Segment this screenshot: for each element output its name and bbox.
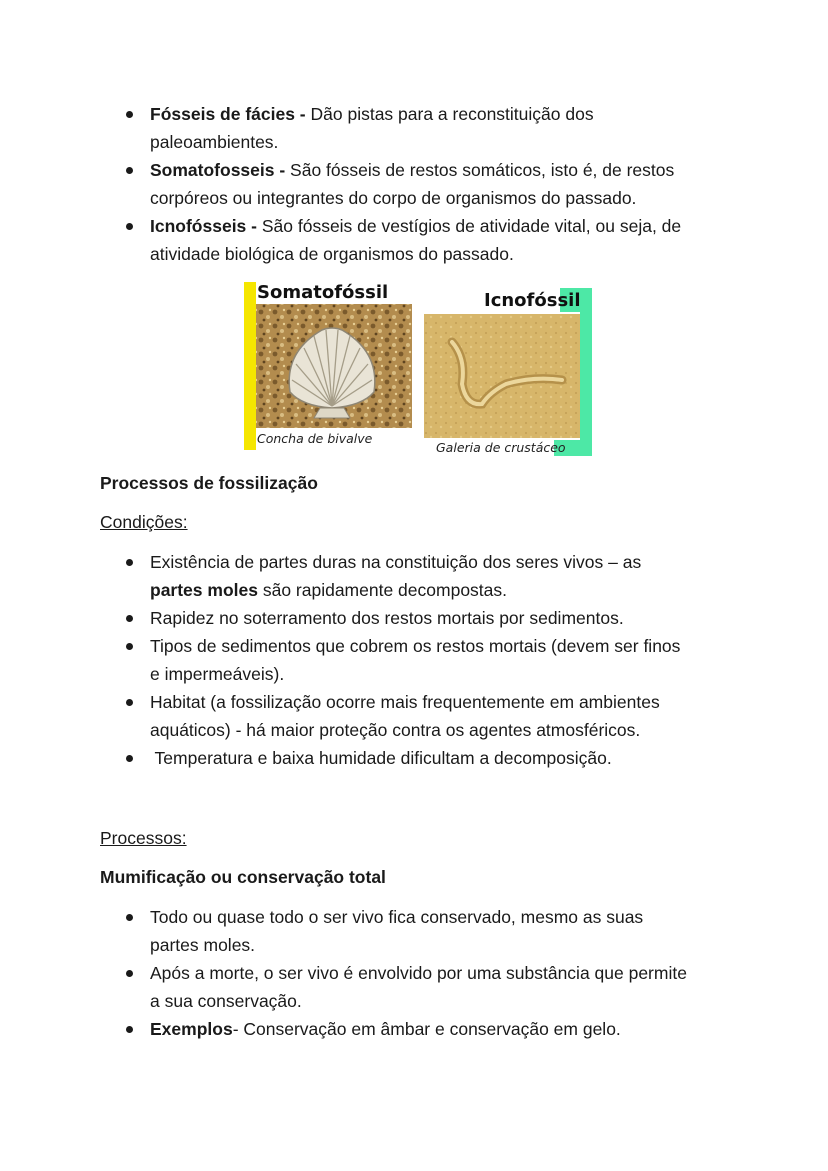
list-item-text: Todo ou quase todo o ser vivo fica conservado, mesmo as suas [150,907,644,927]
bivalve-caption: Concha de bivalve [257,431,373,446]
list-item-text: são rapidamente decompostas. [257,580,508,600]
mummification-list [100,903,760,1043]
icnofossil-title: Icnofóssil [484,290,581,311]
conditions-label: Condições: [100,512,188,532]
list-item-text: Habitat (a fossilização ocorre mais frequentemente em ambientes [150,692,660,712]
crustacean-caption: Galeria de crustáceo [436,440,566,455]
list-item-bold: partes moles [150,580,258,600]
list-item-text: Rapidez no soterramento dos restos mortais por sedimentos. [150,608,624,628]
definition-continued: atividade biológica de organismos do passado. [150,244,514,264]
section-heading: Processos de fossilização [100,473,318,493]
list-item [100,100,740,156]
list-item [100,688,750,744]
fossil-figure [244,280,592,458]
list-item [100,604,750,632]
list-item-text: Existência de partes duras na constituição dos seres vivos – as [150,552,642,572]
conditions-list [100,548,750,772]
definition-continued: corpóreos ou integrantes do corpo de organismos do passado. [150,188,637,208]
list-item-text: aquáticos) - há maior proteção contra os agentes atmosféricos. [150,720,641,740]
mummification-heading: Mumificação ou conservação total [100,867,386,887]
list-item [100,959,760,1015]
list-item [100,903,760,959]
list-item-text: Tipos de sedimentos que cobrem os restos mortais (devem ser finos [150,636,681,656]
green-bar [580,288,592,456]
term: Icnofósseis - [150,216,257,236]
list-item [100,156,740,212]
list-item-bold: Exemplos [150,1019,233,1039]
somatofossil-title: Somatofóssil [257,282,389,303]
list-item-text: e impermeáveis). [150,664,285,684]
list-item [100,212,740,268]
list-item [100,548,750,604]
list-item-text: Temperatura e baixa humidade dificultam a decomposição. [150,748,612,768]
processes-label: Processos: [100,828,187,848]
definition: Dão pistas para a reconstituição dos [305,104,594,124]
term: Fósseis de fácies - [150,104,306,124]
list-item [100,632,750,688]
yellow-bar [244,282,256,450]
list-item-text: - Conservação em âmbar e conservação em gelo. [232,1019,621,1039]
list-item-text: partes moles. [150,935,256,955]
definition: São fósseis de vestígios de atividade vital, ou seja, de [256,216,682,236]
definition-continued: paleoambientes. [150,132,279,152]
list-item-text: a sua conservação. [150,991,302,1011]
list-item-text: Após a morte, o ser vivo é envolvido por uma substância que permite [150,963,687,983]
term: Somatofosseis - [150,160,286,180]
list-item [100,744,750,772]
definition: São fósseis de restos somáticos, isto é, de restos [285,160,675,180]
fossil-types-list [100,100,740,268]
list-item [100,1015,760,1043]
